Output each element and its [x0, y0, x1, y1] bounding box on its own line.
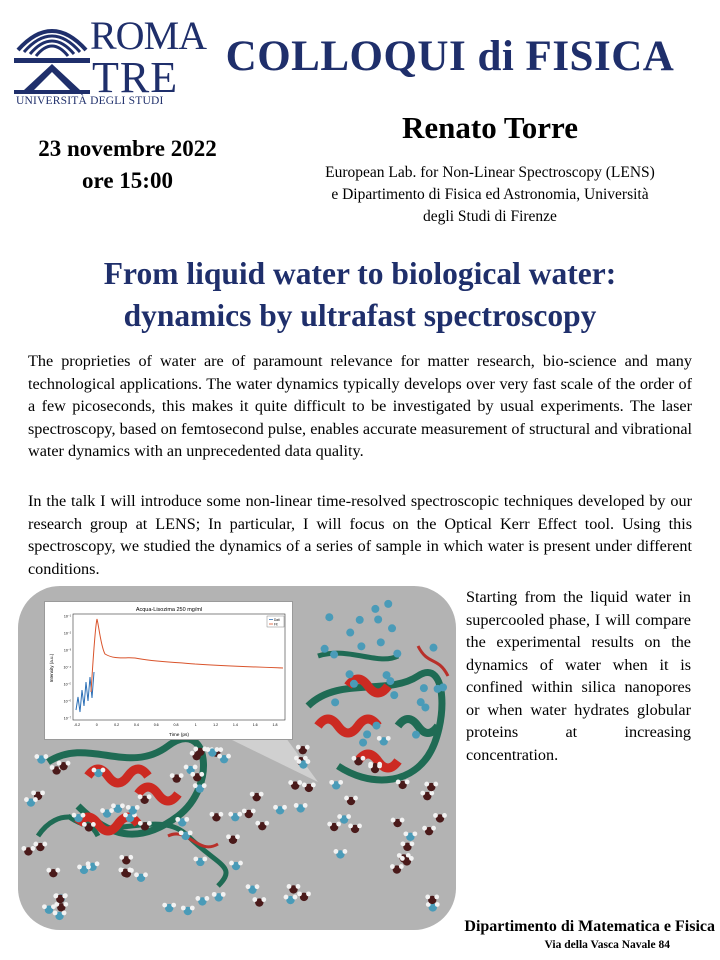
y-tick-label: 10⁻⁶ — [63, 699, 71, 704]
water-molecule-icon — [377, 638, 385, 646]
legend-data: Dati — [274, 618, 280, 622]
water-molecule-icon — [228, 812, 242, 822]
water-molecule-icon — [33, 842, 47, 852]
water-molecule-icon — [384, 600, 392, 608]
y-tick-label: 10⁻¹ — [63, 614, 71, 619]
water-molecule-icon — [138, 794, 152, 804]
water-molecule-icon — [100, 808, 114, 818]
water-molecule-icon — [346, 629, 354, 637]
affiliation-line: e Dipartimento di Fisica ed Astronomia, Università — [331, 186, 649, 203]
event-time: ore 15:00 — [82, 168, 173, 193]
x-tick-label: 1.8 — [272, 723, 278, 727]
x-tick-label: 1.4 — [232, 723, 238, 727]
x-tick-label: 0.2 — [114, 723, 120, 727]
water-molecule-icon — [46, 868, 60, 878]
roma-tre-emblem-icon — [14, 16, 90, 96]
x-tick-label: 0.4 — [133, 723, 139, 727]
y-tick-label: 10⁻⁵ — [63, 682, 71, 687]
water-molecule-icon — [250, 792, 264, 802]
x-tick-label: 1.2 — [213, 723, 219, 727]
water-molecule-icon — [284, 895, 298, 905]
water-molecule-icon — [195, 896, 209, 906]
water-molecule-icon — [396, 780, 410, 790]
water-molecule-icon — [330, 651, 338, 659]
water-molecule-icon — [302, 783, 316, 793]
water-molecule-icon — [252, 897, 266, 907]
event-datetime — [20, 133, 235, 197]
x-axis-label: Time (ps) — [168, 733, 190, 738]
water-molecule-icon — [371, 605, 379, 613]
inset-chart-svg — [45, 602, 292, 739]
water-molecule-icon — [421, 703, 429, 711]
water-molecule-icon — [331, 698, 339, 706]
x-tick-label: -0.2 — [73, 723, 81, 727]
water-molecule-icon — [226, 834, 240, 844]
water-molecule-icon — [210, 812, 224, 822]
y-tick-label: 10⁻² — [63, 631, 71, 636]
y-axis-label: Intensity (a.u.) — [49, 653, 54, 683]
water-molecule-icon — [344, 796, 358, 806]
water-molecule-icon — [374, 615, 382, 623]
x-tick-label: 1.6 — [252, 723, 258, 727]
logo-text-roma: ROMA — [90, 13, 207, 58]
water-molecule-icon — [229, 861, 243, 871]
water-molecule-icon — [119, 855, 133, 865]
water-molecule-icon — [420, 791, 434, 801]
x-tick-label: 0 — [95, 723, 98, 727]
water-molecule-icon — [363, 730, 371, 738]
x-tick-label: 1 — [194, 723, 197, 727]
water-molecule-icon — [255, 821, 269, 831]
water-molecule-icon — [439, 683, 447, 691]
water-molecule-icon — [53, 911, 67, 921]
water-molecule-icon — [321, 645, 329, 653]
water-molecule-icon — [217, 754, 231, 764]
abstract-paragraph-2: In the talk I will introduce some non-linear time-resolved spectroscopic techniques developed by our research group at LENS; In particular, I will focus on the Optical Kerr Effect tool. Using this spectroscopy, we studied the dynamics of a series of sample in which water is present under different conditions. — [28, 492, 692, 578]
water-molecule-icon — [327, 822, 341, 832]
water-molecule-icon — [24, 797, 38, 807]
water-molecule-icon — [162, 903, 176, 913]
water-molecule-icon — [170, 773, 184, 783]
department-name: Dipartimento di Matematica e Fisica — [464, 918, 715, 935]
water-molecule-icon — [348, 824, 362, 834]
water-molecule-icon — [212, 892, 226, 902]
water-molecule-icon — [429, 644, 437, 652]
water-molecule-icon — [359, 739, 367, 747]
logo-text-university: UNIVERSITÀ DEGLI STUDI — [16, 95, 164, 107]
water-molecule-icon — [391, 818, 405, 828]
water-molecule-icon — [77, 865, 91, 875]
water-molecule-icon — [294, 803, 308, 813]
water-molecule-icon — [334, 849, 348, 859]
water-molecule-icon — [34, 754, 48, 764]
okE-signal-chart — [44, 601, 293, 740]
water-molecule-icon — [424, 782, 438, 792]
affiliation-line: European Lab. for Non-Linear Spectroscopy (LENS) — [325, 164, 655, 181]
water-molecule-icon — [388, 624, 396, 632]
department-address: Via della Vasca Navale 84 — [544, 939, 670, 951]
water-molecule-icon — [242, 809, 256, 819]
water-molecule-icon — [422, 826, 436, 836]
y-tick-label: 10⁻⁴ — [63, 665, 71, 670]
water-molecule-icon — [246, 884, 260, 894]
water-molecule-icon — [296, 745, 310, 755]
water-molecule-icon — [357, 642, 365, 650]
water-molecule-icon — [54, 902, 68, 912]
x-tick-label: 0.6 — [153, 723, 159, 727]
water-molecule-icon — [175, 817, 189, 827]
water-molecule-icon — [273, 805, 287, 815]
affiliation-line: degli Studi di Firenze — [423, 208, 557, 225]
water-molecule-icon — [181, 906, 195, 916]
water-molecule-icon — [350, 680, 358, 688]
roma-tre-logo — [14, 13, 207, 110]
water-molecule-icon — [383, 671, 391, 679]
water-molecule-icon — [390, 691, 398, 699]
speaker-name: Renato Torre — [402, 110, 578, 145]
logo-text-tre: TRE — [92, 53, 179, 102]
water-molecule-icon — [21, 846, 35, 856]
talk-title — [20, 253, 700, 337]
water-molecule-icon — [134, 872, 148, 882]
water-molecule-icon — [412, 731, 420, 739]
chart-title: Acqua-Lisozima 250 mg/ml — [135, 607, 203, 613]
water-molecule-icon — [53, 894, 67, 904]
speaker-affiliation — [280, 162, 700, 228]
water-molecule-icon — [401, 841, 415, 851]
water-molecule-icon — [420, 684, 428, 692]
water-molecule-icon — [325, 613, 333, 621]
water-molecule-icon — [346, 670, 354, 678]
water-molecule-icon — [193, 857, 207, 867]
water-molecule-icon — [372, 722, 380, 730]
water-molecule-icon — [393, 650, 401, 658]
water-molecule-icon — [377, 736, 391, 746]
talk-title-line: From liquid water to biological water: — [103, 256, 617, 291]
water-molecule-icon — [390, 864, 404, 874]
talk-title-line: dynamics by ultrafast spectroscopy — [123, 298, 597, 333]
series-fit-line — [91, 619, 283, 692]
abstract-paragraph-3: Starting from the liquid water in supercooled phase, I will compare the experimental results on the dynamics of water when it is confined within silica nanopores or when water hydrates globular proteins at increasing concentration. — [466, 588, 691, 764]
water-molecule-icon — [329, 780, 343, 790]
water-molecule-icon — [288, 780, 302, 790]
legend-fit: Fit — [274, 622, 278, 627]
water-molecule-icon — [356, 616, 364, 624]
x-tick-label: 0.8 — [173, 723, 179, 727]
water-molecule-icon — [433, 813, 447, 823]
water-molecule-icon — [403, 831, 417, 841]
series-title: COLLOQUI di FISICA — [225, 33, 675, 80]
y-tick-label: 10⁻⁷ — [63, 716, 71, 721]
abstract-paragraph-1: The proprieties of water are of paramount relevance for matter research, bio-science and many technological applications. The water dynamics typically develops over very fast scale of the order of a few picoseconds, this makes it quite difficult to be investigated by usual experiments. The laser spectroscopy, based on femtosecond pulse, enables accurate measurement of structural and vibrational water dynamics with an unprecedented data quality. — [28, 352, 692, 460]
water-molecule-icon — [184, 765, 198, 775]
y-tick-label: 10⁻³ — [63, 648, 71, 653]
water-molecule-icon — [297, 891, 311, 901]
event-date: 23 novembre 2022 — [38, 136, 217, 161]
